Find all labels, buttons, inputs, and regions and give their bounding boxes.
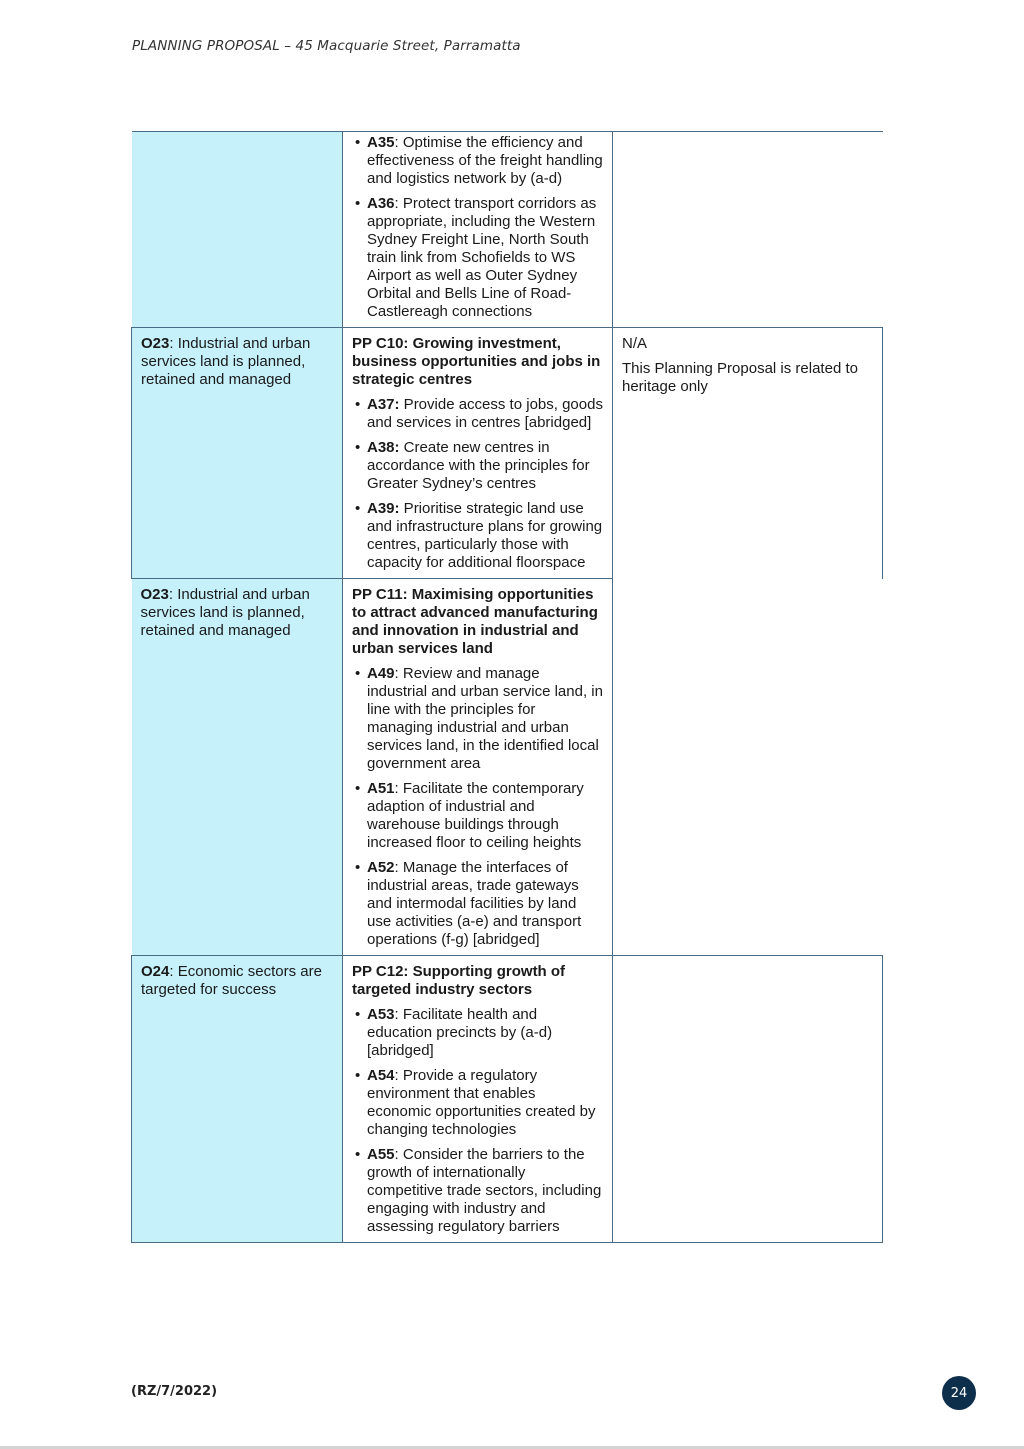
priority-cell — [343, 579, 613, 956]
action-item: • A53: Facilitate health and education precincts by (a-d) [abridged] — [352, 1006, 603, 1060]
action-item: • A38: Create new centres in accordance with the principles for Greater Sydney’s centres — [352, 439, 603, 493]
action-item: • A54: Provide a regulatory environment that enables economic opportunities created by changing technologies — [352, 1067, 603, 1139]
action-list — [352, 396, 603, 572]
planning-priority-title: PP C12: Supporting growth of targeted industry sectors — [352, 963, 566, 998]
action-item: • A35: Optimise the efficiency and effectiveness of the freight handling and logistics network by (a-d) — [352, 134, 603, 188]
consistency-cell — [613, 132, 883, 328]
objective-cell: O23: Industrial and urban services land is planned, retained and managed — [132, 328, 343, 579]
page-header: PLANNING PROPOSAL – 45 Macquarie Street, Parramatta — [132, 38, 521, 54]
action-list — [352, 665, 603, 949]
action-item: • A49: Review and manage industrial and urban service land, in line with the principles for managing industrial and urban services land, in the identified local government area — [352, 665, 603, 773]
priority-cell — [343, 956, 613, 1243]
action-item: • A36: Protect transport corridors as appropriate, including the Western Sydney Freight Line, North South train link from Schofields to WS Airport as well as Outer Sydney Orbital and Bells Line of Road-Castlereagh connections — [352, 195, 603, 321]
objective-cell — [132, 132, 343, 328]
action-list — [352, 1006, 603, 1236]
planning-priority-title: PP C10: Growing investment, business opportunities and jobs in strategic centres — [352, 335, 601, 388]
action-item: • A37: Provide access to jobs, goods and services in centres [abridged] — [352, 396, 603, 432]
consistency-comment: This Planning Proposal is related to heritage only — [622, 360, 858, 395]
table-row — [132, 132, 883, 328]
consistency-status: N/A — [622, 335, 648, 352]
objective-cell: O23: Industrial and urban services land is planned, retained and managed — [132, 579, 343, 956]
action-item: • A51: Facilitate the contemporary adaption of industrial and warehouse buildings through increased floor to ceiling heights — [352, 780, 603, 852]
page-number-badge: 24 — [942, 1376, 976, 1410]
table-row — [132, 956, 883, 1243]
table-row — [132, 328, 883, 579]
table-row — [132, 579, 883, 956]
action-list — [352, 134, 603, 321]
consistency-cell — [613, 328, 883, 579]
consistency-cell — [613, 579, 883, 956]
document-reference: (RZ/7/2022) — [131, 1384, 218, 1399]
objective-cell: O24: Economic sectors are targeted for success — [132, 956, 343, 1243]
strategy-consistency-table — [131, 131, 883, 1243]
consistency-cell — [613, 956, 883, 1243]
priority-cell — [343, 132, 613, 328]
priority-cell — [343, 328, 613, 579]
planning-priority-title: PP C11: Maximising opportunities to attract advanced manufacturing and innovation in industrial and urban services land — [352, 586, 598, 657]
action-item: • A39: Prioritise strategic land use and infrastructure plans for growing centres, particularly those with capacity for additional floorspace — [352, 500, 603, 572]
action-item: • A55: Consider the barriers to the growth of internationally competitive trade sectors, including engaging with industry and assessing regulatory barriers — [352, 1146, 603, 1236]
action-item: • A52: Manage the interfaces of industrial areas, trade gateways and intermodal facilities by land use activities (a-e) and transport operations (f-g) [abridged] — [352, 859, 603, 949]
